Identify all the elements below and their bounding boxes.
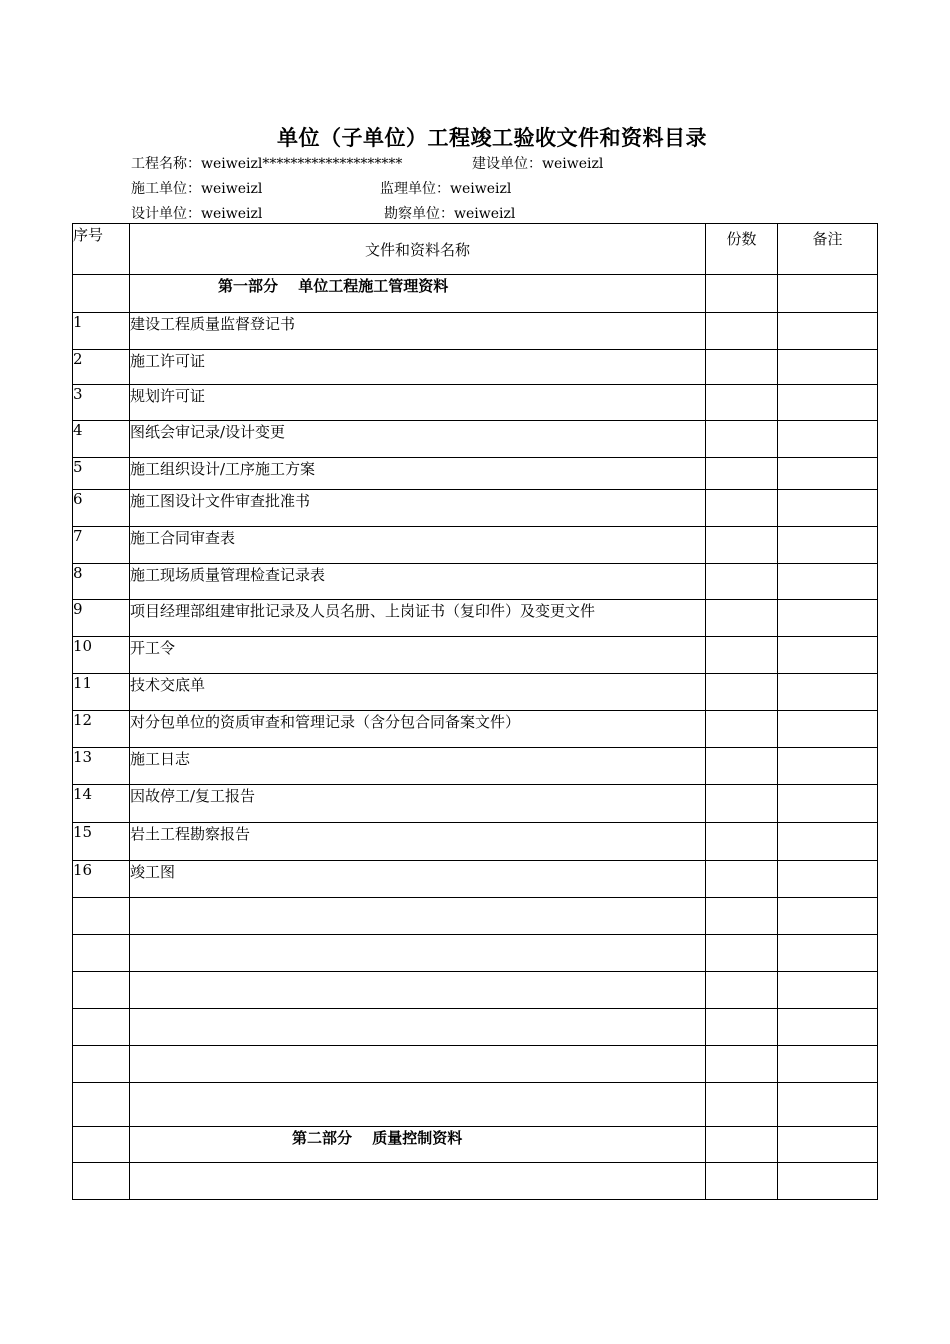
row-remarks (778, 785, 878, 823)
header-remarks: 备注 (778, 224, 878, 275)
row-number: 15 (73, 823, 130, 861)
row-remarks (778, 313, 878, 350)
row-remarks (778, 861, 878, 898)
row-document-name: 竣工图 (130, 861, 706, 898)
empty-row (73, 1163, 878, 1200)
row-remarks (778, 748, 878, 785)
row-number: 12 (73, 711, 130, 748)
row-copies (706, 637, 778, 674)
row-document-name: 施工图设计文件审查批准书 (130, 490, 706, 527)
survey-unit: 勘察单位：weiweizl (384, 206, 516, 222)
row-document-name: 施工合同审查表 (130, 527, 706, 564)
row-number: 3 (73, 385, 130, 421)
row-remarks (778, 711, 878, 748)
table-row (73, 350, 878, 385)
row-copies (706, 313, 778, 350)
row-remarks (778, 674, 878, 711)
row-copies (706, 490, 778, 527)
row-number: 16 (73, 861, 130, 898)
table-row (73, 421, 878, 458)
row-number: 1 (73, 313, 130, 350)
project-name: 工程名称：weiweizl******************** (131, 156, 403, 172)
row-remarks (778, 823, 878, 861)
catalog-table (72, 223, 878, 1200)
table-row (73, 600, 878, 637)
row-document-name: 建设工程质量监督登记书 (130, 313, 706, 350)
row-copies (706, 421, 778, 458)
table-row (73, 711, 878, 748)
row-copies (706, 861, 778, 898)
row-number: 7 (73, 527, 130, 564)
row-remarks (778, 637, 878, 674)
design-unit: 设计单位：weiweizl (131, 206, 263, 222)
row-number: 2 (73, 350, 130, 385)
empty-row (73, 898, 878, 935)
row-copies (706, 527, 778, 564)
row-copies (706, 823, 778, 861)
row-document-name: 施工组织设计/工序施工方案 (130, 458, 706, 490)
table-row (73, 785, 878, 823)
row-document-name: 施工现场质量管理检查记录表 (130, 564, 706, 600)
row-number: 13 (73, 748, 130, 785)
row-remarks (778, 527, 878, 564)
section-2-title: 第二部分 质量控制资料 (130, 1127, 706, 1163)
row-remarks (778, 458, 878, 490)
row-copies (706, 458, 778, 490)
table-row (73, 748, 878, 785)
row-copies (706, 674, 778, 711)
empty-row (73, 972, 878, 1009)
row-document-name: 图纸会审记录/设计变更 (130, 421, 706, 458)
row-document-name: 施工日志 (130, 748, 706, 785)
header-name: 文件和资料名称 (130, 224, 706, 275)
empty-row (73, 1009, 878, 1046)
row-copies (706, 350, 778, 385)
row-copies (706, 600, 778, 637)
table-row (73, 637, 878, 674)
table-row (73, 861, 878, 898)
row-copies (706, 385, 778, 421)
empty-row (73, 935, 878, 972)
table-row (73, 313, 878, 350)
row-number: 4 (73, 421, 130, 458)
row-number: 5 (73, 458, 130, 490)
row-remarks (778, 564, 878, 600)
section-row (73, 275, 878, 313)
empty-row (73, 1083, 878, 1127)
row-number: 8 (73, 564, 130, 600)
row-copies (706, 785, 778, 823)
row-document-name: 项目经理部组建审批记录及人员名册、上岗证书（复印件）及变更文件 (130, 600, 706, 637)
table-row (73, 823, 878, 861)
empty-row (73, 1046, 878, 1083)
row-document-name: 岩土工程勘察报告 (130, 823, 706, 861)
row-number: 10 (73, 637, 130, 674)
row-copies (706, 748, 778, 785)
construct-unit: 施工单位：weiweizl (131, 181, 263, 197)
row-remarks (778, 350, 878, 385)
header-copies: 份数 (706, 224, 778, 275)
table-row (73, 674, 878, 711)
row-document-name: 开工令 (130, 637, 706, 674)
table-row (73, 458, 878, 490)
section-1-title: 第一部分 单位工程施工管理资料 (130, 275, 706, 313)
row-remarks (778, 490, 878, 527)
section-row (73, 1127, 878, 1163)
row-number: 6 (73, 490, 130, 527)
row-number: 11 (73, 674, 130, 711)
row-copies (706, 711, 778, 748)
row-document-name: 对分包单位的资质审查和管理记录（含分包合同备案文件） (130, 711, 706, 748)
row-number: 9 (73, 600, 130, 637)
document-title: 单位（子单位）工程竣工验收文件和资料目录 (277, 125, 707, 150)
row-remarks (778, 600, 878, 637)
row-copies (706, 564, 778, 600)
table-header-row (73, 224, 878, 275)
row-remarks (778, 385, 878, 421)
table-row (73, 490, 878, 527)
table-row (73, 564, 878, 600)
table-row (73, 385, 878, 421)
supervise-unit: 监理单位：weiweizl (380, 181, 512, 197)
table-row (73, 527, 878, 564)
row-document-name: 因故停工/复工报告 (130, 785, 706, 823)
row-document-name: 技术交底单 (130, 674, 706, 711)
row-document-name: 施工许可证 (130, 350, 706, 385)
row-number: 14 (73, 785, 130, 823)
build-unit: 建设单位：weiweizl (472, 156, 604, 172)
row-document-name: 规划许可证 (130, 385, 706, 421)
row-remarks (778, 421, 878, 458)
header-seq: 序号 (73, 224, 130, 275)
